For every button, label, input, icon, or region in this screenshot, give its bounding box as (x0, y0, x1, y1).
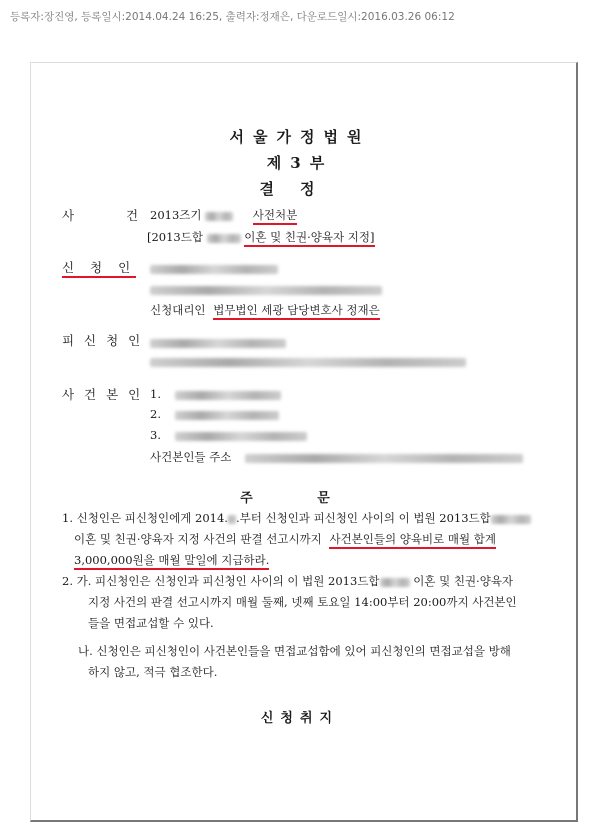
applicant-attorney-line (150, 302, 380, 318)
attorney-name: 법무법인 세광 담당변호사 정재은 (213, 303, 380, 320)
redacted-related-number (207, 234, 241, 243)
document-title: 결정 (259, 180, 341, 198)
redacted-case-number (205, 212, 233, 221)
applicant-redacted-1 (150, 261, 278, 275)
attorney-prefix: 신청대리인 (150, 303, 206, 317)
case-type: 사전처분 (253, 208, 297, 225)
related-case-prefix: [2013드합 (147, 230, 203, 244)
redacted-principal-3 (175, 432, 307, 441)
case-number-line (150, 207, 297, 223)
respondent-redacted-1 (150, 335, 286, 349)
respondent-redacted-2 (150, 354, 466, 368)
order-item-2-line-3: 들을 면접교섭할 수 있다. (88, 616, 214, 630)
redacted-address (245, 454, 523, 463)
order-item-1-line-2: 이혼 및 친권·양육자 지정 사건의 판결 선고시까지 사건본인들의 양육비로 매월 합계 (74, 529, 496, 550)
order-item-2b-line-2: 하지 않고, 적극 협조한다. (88, 665, 218, 679)
principal-1: 1. (150, 387, 281, 401)
download-info-header: 등록자:장진영, 등록일시:2014.04.24 16:25, 출력자:정재은, 다운로드일시:2016.03.26 06:12 (10, 11, 455, 23)
order-item-1-line-3: 3,000,000원을 매월 말일에 지급하라. (74, 550, 269, 571)
applicant-label: 신 청 인 (62, 258, 136, 276)
court-name: 서울가정법원 (229, 128, 371, 146)
order-title: 주 문 (240, 491, 360, 506)
order-item-1-line-1: 1. 신청인은 피신청인에게 2014. .부터 신청인과 피신청인 사이의 이 법원 2013드합 (62, 508, 531, 529)
related-case-name: 이혼 및 친권·양육자 지정] (244, 230, 374, 247)
principal-2: 2. (150, 407, 279, 421)
redacted-principal-1 (175, 391, 281, 400)
applicant-redacted-2 (150, 282, 382, 296)
redacted-principal-2 (175, 411, 279, 420)
principals-label: 사 건 본 인 (62, 387, 144, 402)
case-number: 2013즈기 (150, 208, 202, 222)
order-item-2b-line-1: 나. 신청인은 피신청인이 사건본인들을 면접교섭함에 있어 피신청인의 면접교섭을 방해 (78, 644, 511, 658)
respondent-label: 피 신 청 인 (62, 333, 144, 348)
principal-3: 3. (150, 428, 307, 442)
order-item-2-line-1: 2. 가. 피신청인은 신청인과 피신청인 사이의 이 법원 2013드합 이혼 및 친권·양육자 (62, 574, 514, 588)
address-label: 사건본인들 주소 (150, 450, 232, 464)
application-purpose-title: 신청취지 (260, 711, 340, 726)
case-label: 사 건 (62, 208, 163, 223)
order-item-2-line-2: 지정 사건의 판결 선고시까지 매월 둘째, 넷째 토요일 14:00부터 20:00까지 사건본인 (88, 595, 517, 609)
related-case-line (147, 229, 375, 245)
principals-address (150, 449, 523, 465)
division-name: 제3부 (266, 154, 334, 172)
